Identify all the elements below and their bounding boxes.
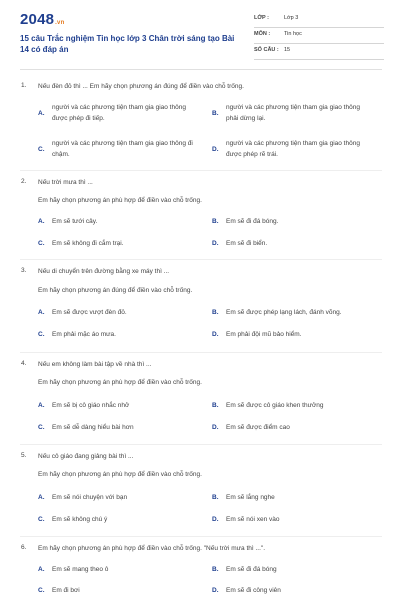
question-instruction: Em hãy chọn phương án phù hợp để điền vào chỗ trống.	[38, 471, 202, 478]
option-letter: B.	[212, 494, 219, 501]
option-text: Em sẽ không đi cắm trại.	[52, 240, 124, 247]
option-letter: D.	[212, 424, 219, 431]
option-text: Em sẽ nói xen vào	[226, 516, 280, 523]
option-letter: D.	[212, 331, 219, 338]
option-letter: D.	[212, 146, 219, 153]
document-meta	[254, 14, 384, 62]
question-divider	[20, 352, 382, 353]
header-divider	[20, 69, 382, 70]
option-text: người và các phương tiện tham gia giao thông được phép rẽ trái.	[226, 140, 360, 158]
option-text: Em sẽ được phép lạng lách, đánh võng.	[226, 309, 342, 316]
question-instruction: Em hãy chọn phương án phù hợp để điền vào chỗ trống.	[38, 379, 202, 386]
option-letter: B.	[212, 110, 219, 117]
meta-label: MÔN :	[254, 31, 271, 37]
option-letter: B.	[212, 402, 219, 409]
option-text: người và các phương tiện tham gia giao thông được phép đi tiếp.	[52, 104, 186, 122]
option-text: Em sẽ đi biển.	[226, 240, 268, 247]
option-letter: A.	[38, 309, 45, 316]
option-letter: C.	[38, 240, 45, 247]
option-text: Em sẽ đi đá bóng	[226, 566, 277, 573]
meta-label: SỐ CÂU :	[254, 47, 279, 53]
option-text: người và các phương tiện tham gia giao thông đi chậm.	[52, 140, 193, 158]
option-text: Em sẽ tưới cây.	[52, 218, 98, 225]
option-text: Em sẽ được điểm cao	[226, 424, 290, 431]
option-text: người và các phương tiện tham gia giao thông phải dừng lại.	[226, 104, 360, 122]
site-logo[interactable]	[20, 11, 64, 28]
option-text: Em sẽ được vượt đèn đỏ.	[52, 309, 127, 316]
question-divider	[20, 259, 382, 260]
option-letter: B.	[212, 218, 219, 225]
meta-row-count	[254, 46, 384, 60]
question-text: Nếu trời mưa thì ...	[38, 179, 93, 186]
option-text: Em sẽ không chú ý	[52, 516, 108, 523]
option-letter: C.	[38, 331, 45, 338]
option-letter: A.	[38, 494, 45, 501]
meta-value: 15	[284, 47, 291, 53]
question-instruction: Em hãy chọn phương án phù hợp để điền vào chỗ trống.	[38, 197, 202, 204]
meta-value: Tin học	[284, 31, 302, 37]
option-text: Em sẽ nói chuyện với bạn	[52, 494, 128, 501]
option-letter: D.	[212, 516, 219, 523]
option-text: Em sẽ được cô giáo khen thưởng	[226, 402, 324, 409]
option-text: Em sẽ đi công viên	[226, 587, 281, 594]
question-divider	[20, 170, 382, 171]
option-text: Em sẽ bị cô giáo nhắc nhở	[52, 402, 130, 409]
question-number: 3.	[21, 267, 27, 274]
question-text: Nếu em không làm bài tập về nhà thì ...	[38, 361, 152, 368]
option-letter: D.	[212, 240, 219, 247]
meta-row-class	[254, 14, 384, 28]
option-text: Em đi bơi	[52, 587, 80, 594]
logo-main: 2048	[20, 11, 55, 28]
option-letter: B.	[212, 309, 219, 316]
option-text: Em phải mặc áo mưa.	[52, 331, 116, 338]
meta-label: LỚP :	[254, 15, 269, 21]
question-text: Nếu cô giáo đang giảng bài thì ...	[38, 453, 134, 460]
option-text: Em sẽ mang theo ô	[52, 566, 109, 573]
option-letter: C.	[38, 146, 45, 153]
question-instruction: Em hãy chọn phương án đúng để điền vào chỗ trống.	[38, 287, 193, 294]
option-letter: D.	[212, 587, 219, 594]
question-number: 6.	[21, 544, 27, 551]
option-text: Em sẽ đi đá bóng.	[226, 218, 279, 225]
question-divider	[20, 444, 382, 445]
page-header	[0, 0, 400, 62]
question-number: 4.	[21, 360, 27, 367]
option-letter: A.	[38, 218, 45, 225]
question-number: 2.	[21, 178, 27, 185]
option-letter: C.	[38, 424, 45, 431]
question-number: 5.	[21, 452, 27, 459]
question-text: Em hãy chọn phương án phù hợp để điền vào chỗ trống. "Nếu trời mưa thì ...".	[38, 545, 266, 552]
option-letter: C.	[38, 587, 45, 594]
meta-value: Lớp 3	[284, 15, 299, 21]
option-letter: A.	[38, 566, 45, 573]
question-number: 1.	[21, 82, 27, 89]
question-divider	[20, 536, 382, 537]
logo-suffix: .vn	[55, 20, 65, 26]
option-letter: B.	[212, 566, 219, 573]
document-title: 15 câu Trắc nghiệm Tin học lớp 3 Chân trời sáng tạo Bài 14 có đáp án	[20, 34, 235, 54]
question-text: Nếu đèn đỏ thì ... Em hãy chọn phương án đúng để điền vào chỗ trống.	[38, 83, 244, 90]
option-text: Em sẽ lắng nghe	[226, 494, 275, 501]
option-letter: C.	[38, 516, 45, 523]
option-letter: A.	[38, 110, 45, 117]
meta-row-subject	[254, 30, 384, 44]
question-text: Nếu di chuyển trên đường bằng xe máy thì ...	[38, 268, 170, 275]
option-letter: A.	[38, 402, 45, 409]
option-text: Em sẽ dễ dàng hiểu bài hơn	[52, 424, 134, 431]
option-text: Em phải đội mũ bảo hiểm.	[226, 331, 302, 338]
